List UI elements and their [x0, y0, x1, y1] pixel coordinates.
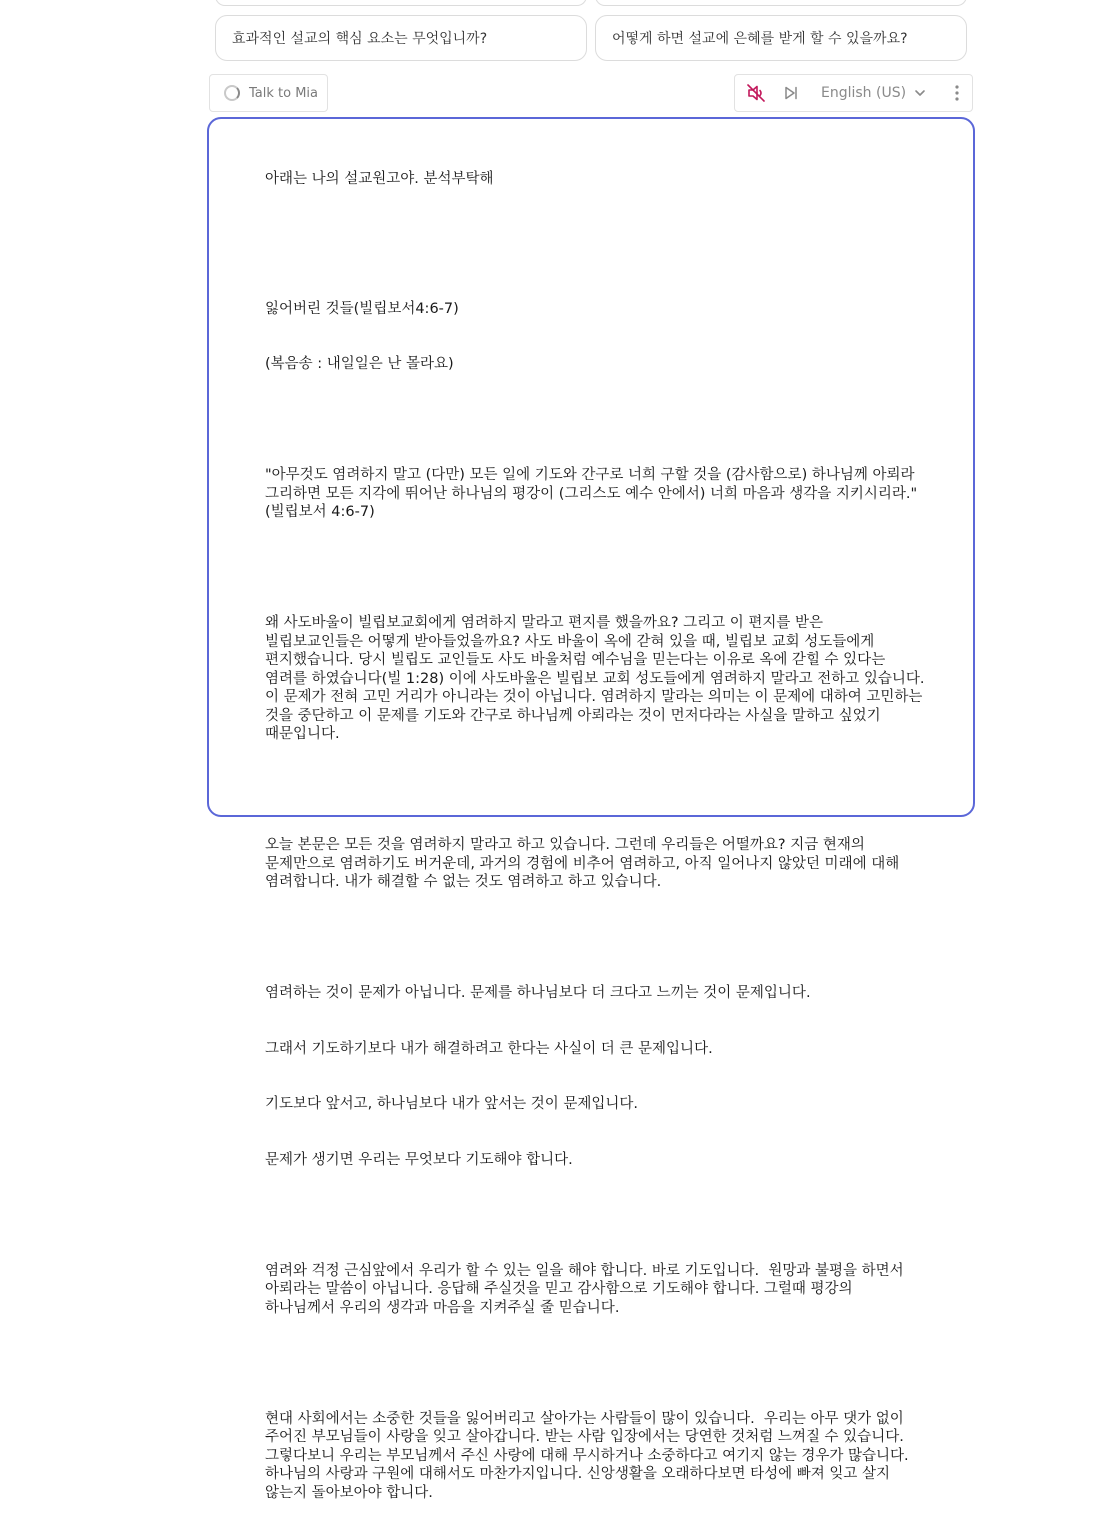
- message-input[interactable]: [207, 117, 975, 1501]
- talk-to-mia-label: Talk to Mia: [249, 85, 319, 101]
- body-line: 염려하는 것이 문제가 아닙니다. 문제를 하나님보다 더 크다고 느끼는 것이 문제입니다.: [265, 985, 811, 1001]
- body-paragraph: 현대 사회에서는 소중한 것들을 잃어버리고 살아가는 사람들이 많이 있습니다. 우리는 아무 댓가 없이 주어진 부모님들이 사랑을 잊고 살아갑니다. 받는 사람 입장에서는 당연한 것처럼 느껴질 수 있습니다. 그렇다보니 우리는 부모님께서 주신 사랑에 대해 무시하거나 소중하다고 여기지 않는 경우가 많습니다. 하나님의 사랑과 구원에 대해서도 마찬가지입니다. 신앙생활을 오래하다보면 타성에 빠져 잊고 살지 않는지 돌아보아야 합니다.: [265, 1410, 918, 1501]
- sermon-subtitle: (복음송 : 내일일은 난 몰라요): [265, 356, 454, 372]
- suggestion-chip[interactable]: [215, 15, 587, 61]
- more-vertical-icon[interactable]: [942, 75, 972, 111]
- suggestion-chip[interactable]: [595, 15, 967, 61]
- body-paragraph: 왜 사도바울이 빌립보교회에게 염려하지 말라고 편지를 했을까요? 그리고 이 편지를 받은 빌립보교인들은 어떻게 받아들었을까요? 사도 바울이 옥에 갇혀 있을 때, 빌립보 교회 성도들에게 편지했습니다. 당시 빌립도 교인들도 사도 바울처럼 예수님을 믿는다는 이유로 옥에 갇힐 수 있다는 염려를 하였습니다(빌 1:28) 이에 사도바울은 빌립보 교회 성도들에게 염려하지 말라고 전하고 있습니다. 이 문제가 전혀 고민 거리가 아니라는 것이 아닙니다. 염려하지 말라는 의미는 이 문제에 대하여 고민하는 것을 중단하고 이 문제를 기도와 간구로 하나님께 아뢰라는 것이 먼저다라는 사실을 말하고 싶었기 때문입니다.: [265, 615, 934, 742]
- skip-forward-icon[interactable]: [775, 75, 807, 111]
- chevron-down-icon: [914, 87, 926, 99]
- body-line: 기도보다 앞서고, 하나님보다 내가 앞서는 것이 문제입니다.: [265, 1096, 639, 1112]
- body-paragraph: 염려와 걱정 근심앞에서 우리가 할 수 있는 일을 해야 합니다. 바로 기도입니다. 원망과 불평을 하면서 아뢰라는 말씀이 아닙니다. 응답해 주실것을 믿고 감사함으로 기도해야 합니다. 그럴때 평강의 하나님께서 우리의 생각과 마음을 지켜주실 줄 믿습니다.: [265, 1262, 909, 1316]
- loading-spinner-icon: [224, 85, 240, 101]
- suggestion-chip-label: 효과적인 설교의 핵심 요소는 무엇입니까?: [232, 31, 488, 47]
- talk-to-mia-button[interactable]: [209, 74, 328, 112]
- suggestion-chip-label: 어떻게 하면 설교에 은혜를 받게 할 수 있을까요?: [612, 31, 908, 47]
- voice-toolbar: [734, 74, 973, 112]
- language-select-value: English (US): [821, 85, 907, 101]
- body-line: 그래서 기도하기보다 내가 해결하려고 한다는 사실이 더 큰 문제입니다.: [265, 1040, 713, 1057]
- body-line: 문제가 생기면 우리는 무엇보다 기도해야 합니다.: [265, 1151, 573, 1168]
- suggestion-chip-partial-left[interactable]: [215, 0, 587, 6]
- suggestion-chip-partial-right[interactable]: [595, 0, 967, 6]
- body-paragraph: 오늘 본문은 모든 것을 염려하지 말라고 하고 있습니다. 그런데 우리들은 어떨까요? 지금 현재의 문제만으로 염려하기도 버거운데, 과거의 경험에 비추어 염려하고, 아직 일어나지 않았던 미래에 대해 염려합니다. 내가 해결할 수 없는 것도 염려하고 하고 있습니다.: [265, 837, 904, 890]
- scripture-paragraph: "아무것도 염려하지 말고 (다만) 모든 일에 기도와 간구로 너희 구할 것을 (감사함으로) 하나님께 아뢰라 그리하면 모든 지각에 뛰어난 하나님의 평강이 (그리스도 예수 안에서) 너희 마음과 생각을 지키시리라." (빌립보서 4:6-7): [265, 467, 922, 520]
- sermon-title: 잃어버린 것들(빌립보서4:6-7): [265, 300, 459, 317]
- speaker-muted-icon[interactable]: [737, 75, 775, 111]
- message-input-text: [265, 133, 934, 1539]
- intro-line: 아래는 나의 설교원고야. 분석부탁해: [265, 171, 494, 187]
- language-select[interactable]: [821, 85, 926, 101]
